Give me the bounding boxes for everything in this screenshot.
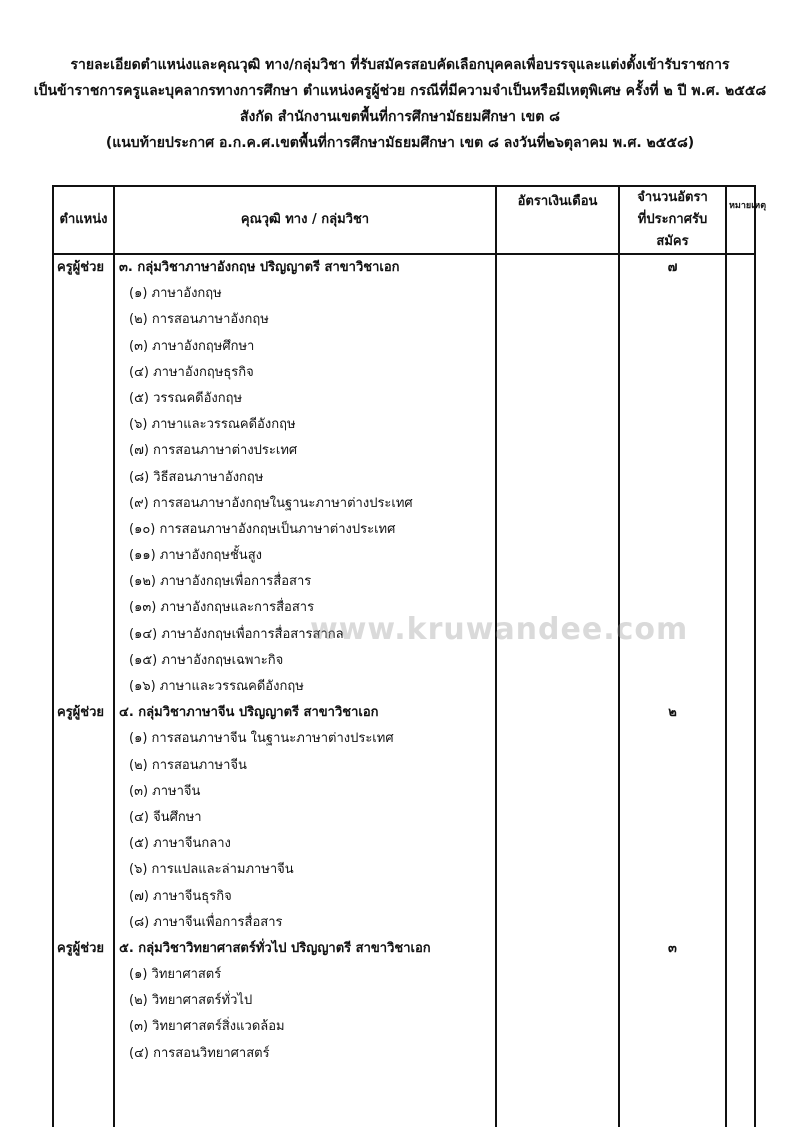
major-item: (๑) การสอนภาษาจีน ในฐานะภาษาต่างประเทศ: [129, 731, 394, 747]
position-label: ครูผู้ช่วย: [57, 705, 105, 721]
major-item: (๓) ภาษาอังกฤษศึกษา: [129, 338, 255, 354]
position-label: ครูผู้ช่วย: [57, 940, 105, 956]
table-header-row: [53, 186, 755, 254]
major-item: (๔) การสอนวิทยาศาสตร์: [129, 1045, 270, 1061]
header-line-4: (แนบท้ายประกาศ อ.ก.ค.ศ.เขตพื้นที่การศึกษามัธยมศึกษา เขต ๘ ลงวันที่๒๖ตุลาคม พ.ศ. ๒๕๕๘): [105, 135, 695, 151]
major-item: (๘) วิธีสอนภาษาอังกฤษ: [129, 469, 264, 485]
header-qualification: คุณวุฒิ ทาง / กลุ่มวิชา: [114, 186, 496, 254]
group-title: ๔. กลุ่มวิชาภาษาจีน ปริญญาตรี สาขาวิชาเอก: [119, 705, 379, 721]
header-line-1: รายละเอียดตำแหน่งและคุณวุฒิ ทาง/กลุ่มวิชา ที่รับสมัครสอบคัดเลือกบุคคลเพื่อบรรจุและแต่งตั้งเข้ารับราชการ: [70, 57, 730, 73]
major-item: (๓) ภาษาจีน: [129, 783, 201, 799]
major-item: (๑๐) การสอนภาษาอังกฤษเป็นภาษาต่างประเทศ: [129, 521, 396, 537]
header-salary: อัตราเงินเดือน: [496, 186, 619, 254]
major-item: (๒) วิทยาศาสตร์ทั่วไป: [129, 993, 253, 1009]
table-body-row: [53, 254, 755, 1127]
header-line-3: สังกัด สำนักงานเขตพื้นที่การศึกษามัธยมศึกษา เขต ๘: [240, 109, 560, 125]
major-item: (๖) การแปลและล่ามภาษาจีน: [129, 862, 294, 878]
position-label: ครูผู้ช่วย: [57, 260, 105, 275]
major-item: (๑๖) ภาษาและวรรณคดีอังกฤษ: [129, 679, 304, 694]
major-item: (๗) ภาษาจีนธุรกิจ: [129, 888, 232, 904]
major-item: (๖) ภาษาและวรรณคดีอังกฤษ: [129, 417, 296, 433]
major-item: (๑) วิทยาศาสตร์: [129, 967, 222, 983]
major-item: (๙) การสอนภาษาอังกฤษในฐานะภาษาต่างประเทศ: [129, 495, 413, 511]
major-item: (๘) ภาษาจีนเพื่อการสื่อสาร: [129, 914, 283, 930]
major-item: (๑๕) ภาษาอังกฤษเฉพาะกิจ: [129, 652, 284, 668]
group-title: ๓. กลุ่มวิชาภาษาอังกฤษ ปริญญาตรี สาขาวิชาเอก: [119, 260, 400, 275]
header-line-2: เป็นข้าราชการครูและบุคลากรทางการศึกษา ตำแหน่งครูผู้ช่วย กรณีที่มีความจำเป็นหรือมีเหตุพิเศษ ครั้งที่ ๒ ปี พ.ศ. ๒๕๕๘: [33, 83, 767, 99]
vacancy-count: ๗: [667, 260, 678, 275]
qualification-column: [114, 254, 496, 1127]
major-item: (๑๔) ภาษาอังกฤษเพื่อการสื่อสารสากล: [129, 626, 344, 642]
major-item: (๗) การสอนภาษาต่างประเทศ: [129, 443, 298, 459]
major-item: (๕) ภาษาจีนกลาง: [129, 836, 231, 852]
major-item: (๑๒) ภาษาอังกฤษเพื่อการสื่อสาร: [129, 574, 312, 590]
positions-table: [52, 185, 767, 1127]
count-column: [619, 254, 726, 1127]
header-count: [619, 186, 726, 254]
major-item: (๒) การสอนภาษาจีน: [129, 757, 247, 773]
vacancy-count: ๒: [668, 705, 677, 721]
major-item: (๔) จีนศึกษา: [129, 809, 202, 825]
header-position: ตำแหน่ง: [53, 186, 114, 254]
major-item: (๒) การสอนภาษาอังกฤษ: [129, 312, 269, 328]
major-item: (๓) วิทยาศาสตร์สิ่งแวดล้อม: [129, 1019, 285, 1035]
group-title: ๕. กลุ่มวิชาวิทยาศาสตร์ทั่วไป ปริญญาตรี สาขาวิชาเอก: [119, 940, 431, 956]
header-note: หมายเหตุ: [726, 186, 755, 254]
header-count-line-2: ที่ประกาศรับสมัคร: [637, 212, 708, 249]
salary-column: [496, 254, 619, 1127]
major-item: (๕) วรรณคดีอังกฤษ: [129, 390, 243, 406]
major-item: (๑๓) ภาษาอังกฤษและการสื่อสาร: [129, 600, 315, 616]
position-column: [53, 254, 114, 1127]
vacancy-count: ๓: [668, 940, 677, 956]
header-count-line-1: จำนวนอัตรา: [637, 190, 708, 205]
major-item: (๑๑) ภาษาอังกฤษชั้นสูง: [129, 548, 262, 564]
watermark: www.kruwandee.com: [310, 612, 689, 647]
document-header: [0, 52, 800, 156]
major-item: (๑) ภาษาอังกฤษ: [129, 286, 222, 302]
note-column: [726, 254, 755, 1127]
major-item: (๔) ภาษาอังกฤษธุรกิจ: [129, 364, 254, 380]
